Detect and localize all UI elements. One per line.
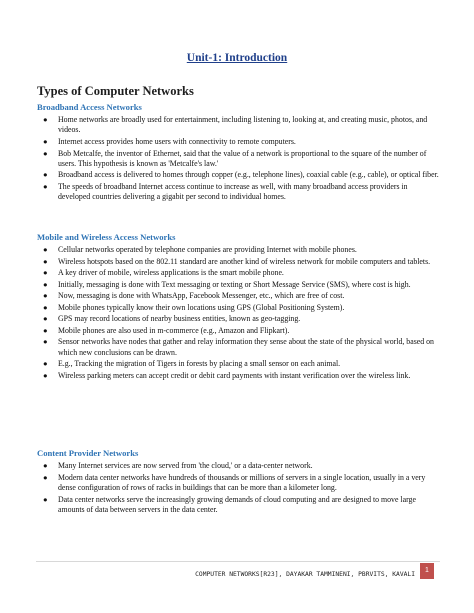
list-item: ● Initially, messaging is done with Text messaging or texting or Short Message Service (SMS), where cost is high. (43, 279, 411, 289)
bullet-icon: ● (43, 256, 48, 266)
list-item: ● Mobile phones are also used in m-commerce (e.g., Amazon and Flipkart). (43, 325, 290, 335)
list-item: ● Bob Metcalfe, the inventor of Ethernet, said that the value of a network is proportional to the square of the number of users. This hypothesis is known as 'Metcalfe's law.' (43, 148, 427, 168)
subheading-content-provider-networks: Content Provider Networks (37, 448, 139, 458)
unit-title: Unit-1: Introduction (186, 52, 288, 64)
bullet-icon: ● (43, 461, 48, 470)
list-item: ● The speeds of broadband Internet access continue to increase as well, with many broadband access providers in developed countries delivering a gigabit per second to individual homes. (43, 182, 408, 202)
bullet-icon: ● (43, 359, 48, 369)
bullet-icon: ● (43, 148, 48, 158)
bullet-icon: ● (43, 170, 48, 180)
bullet-icon: ● (43, 245, 48, 254)
page-number-badge: 1 (420, 563, 434, 579)
list-item: ● Mobile phones typically know their own locations using GPS (Global Positioning System). (43, 302, 345, 312)
footer-divider (36, 561, 440, 562)
bullet-icon: ● (43, 182, 48, 191)
bullet-icon: ● (43, 115, 48, 124)
bullet-icon: ● (43, 325, 48, 335)
bullet-icon: ● (43, 302, 48, 312)
list-item: ● Internet access provides home users with connectivity to remote computers. (43, 136, 296, 146)
list-item: ● A key driver of mobile, wireless applications is the smart mobile phone. (43, 268, 284, 278)
mobile-wireless-bullet-list (37, 245, 439, 382)
bullet-icon: ● (43, 268, 48, 278)
list-item: ● Wireless hotspots based on the 802.11 standard are another kind of wireless network for mobile computers and tablets. (43, 256, 431, 266)
bullet-icon: ● (43, 337, 48, 347)
list-item: ● Data center networks serve the increasingly growing demands of cloud computing and are designed to move large amounts of data between servers in the data center. (43, 494, 416, 514)
page-footer: COMPUTER NETWORKS[R23], DAYAKAR TAMMINENI, PBRVITS, KAVALI (195, 571, 415, 578)
bullet-icon: ● (43, 494, 48, 504)
list-item: ● Broadband access is delivered to homes through copper (e.g., telephone lines), coaxial cable (e.g., cable), or optical fiber. (43, 170, 439, 180)
list-item: ● E.g., Tracking the migration of Tigers in forests by placing a small sensor on each animal. (43, 359, 341, 369)
content-provider-bullet-list (37, 461, 439, 516)
list-item: ● Wireless parking meters can accept credit or debit card payments with instant verification over the wireless link. (43, 370, 411, 380)
subheading-mobile-wireless-access-networks: Mobile and Wireless Access Networks (37, 232, 176, 242)
list-item: ● Home networks are broadly used for entertainment, including listening to, looking at, and creating music, photos, and videos. (43, 115, 428, 135)
bullet-icon: ● (43, 279, 48, 289)
list-item: ● Now, messaging is done with WhatsApp, Facebook Messenger, etc., which are free of cost. (43, 291, 345, 301)
subheading-broadband-access-networks: Broadband Access Networks (37, 102, 142, 112)
list-item: ● Sensor networks have nodes that gather and relay information they sense about the state of the physical world, based on which new conclusions can be drawn. (43, 337, 434, 357)
broadband-bullet-list (37, 115, 439, 204)
list-item: ● Modern data center networks have hundreds of thousands or millions of servers in a single location, usually in a very dense configuration of rows of racks in buildings that can be more than a kilometer long. (43, 472, 426, 492)
bullet-icon: ● (43, 370, 48, 380)
list-item: ● Cellular networks operated by telephone companies are providing Internet with mobile phones. (43, 245, 357, 254)
bullet-icon: ● (43, 136, 48, 146)
list-item: ● GPS may record locations of nearby business entities, known as geo-tagging. (43, 314, 301, 324)
bullet-icon: ● (43, 472, 48, 482)
list-item: ● Many Internet services are now served from 'the cloud,' or a data-center network. (43, 461, 313, 470)
section-title: Types of Computer Networks (37, 84, 194, 98)
bullet-icon: ● (43, 314, 48, 324)
bullet-icon: ● (43, 291, 48, 301)
